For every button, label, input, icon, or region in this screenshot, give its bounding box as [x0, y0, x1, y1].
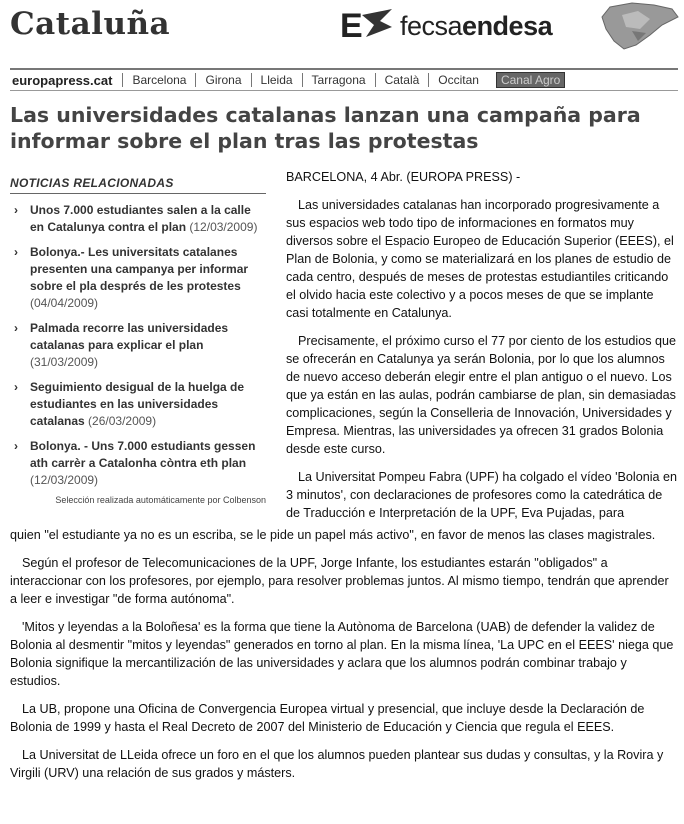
endesa-logo-icon	[340, 7, 394, 41]
article-paragraph-continuation: quien "el estudiante ya no es un escriba, se le pide un papel más activo", en favor de menos las clases magistrales.	[10, 528, 656, 542]
article-paragraph: Precisamente, el próximo curso el 77 por ciento de los estudios que se ofrecerán en Catalunya ya serán Bolonia, por lo que los alumnos de nuevo acceso deberán elegir entre el plan antiguo o el nuevo. Los que ya están en las aulas, podrán cambiarse de plan, sin demasiadas complicaciones, según la Conselleria de Innovación, Universidades y Empresa. Mientras, las universidades ya ofrecen 31 grados Bolonia desde este curso.	[286, 334, 677, 456]
related-news-item[interactable]	[10, 320, 266, 371]
chevron-right-icon: ›	[14, 380, 18, 394]
catalonia-map-icon	[592, 1, 682, 51]
related-news-date: (12/03/2009)	[30, 473, 99, 487]
related-news-date: (04/04/2009)	[30, 296, 99, 310]
nav-item-barcelona[interactable]: Barcelona	[122, 73, 195, 87]
nav-item-lleida[interactable]: Lleida	[251, 73, 302, 87]
related-news-date: (12/03/2009)	[189, 220, 258, 234]
nav-item-canal-agro[interactable]: Canal Agro	[496, 72, 565, 88]
related-news-item[interactable]	[10, 438, 266, 489]
related-news-link[interactable]: Unos 7.000 estudiantes salen a la calle en Catalunya contra el plan	[30, 203, 251, 234]
article-paragraph: Según el profesor de Telecomunicaciones de la UPF, Jorge Infante, los estudiantes estarán "obligados" a interaccionar con los profesores, por ejemplo, para resolver problemas juntos. Al mismo tiempo, tendrán que aprender a leer e investigar "de forma autónoma".	[10, 556, 669, 606]
article-paragraph: Las universidades catalanas han incorporado progresivamente a sus espacios web todo tipo de informaciones en formatos muy diversos sobre el Espacio Europeo de Educación Superior (EEES), el Plan de Bolonia, y como se materializará en los planes de estudio de cada centro, después de meses de protestas estudiantiles criticando el olvido hacia este colectivo y a pocos meses de que se implante casi totalmente en Catalunya.	[286, 198, 674, 320]
article-headline: Las universidades catalanas lanzan una campaña para informar sobre el plan tras las protestas	[10, 103, 641, 153]
related-news-title: NOTICIAS RELACIONADAS	[10, 176, 266, 194]
related-news-date: (26/03/2009)	[88, 414, 157, 428]
nav-item-tarragona[interactable]: Tarragona	[302, 73, 375, 87]
article-paragraph: La Universitat de LLeida ofrece un foro en el que los alumnos pueden plantear sus dudas y consultas, y la Rovira y Virgili (URV) una relación de sus grados y másters.	[10, 748, 664, 780]
related-news-item[interactable]	[10, 379, 266, 430]
chevron-right-icon: ›	[14, 203, 18, 217]
nav-item-girona[interactable]: Girona	[195, 73, 250, 87]
site-title[interactable]: Cataluña	[10, 6, 171, 42]
related-news-link[interactable]: Bolonya. - Uns 7.000 estudiants gessen ath carrèr a Catalonha còntra eth plan	[30, 439, 256, 470]
chevron-right-icon: ›	[14, 245, 18, 259]
nav-brand-link[interactable]: europapress.cat	[12, 72, 113, 88]
page-header	[0, 0, 684, 44]
related-news-link[interactable]: Bolonya.- Les universitats catalanes presenten una campanya per informar sobre el pla després de les protestes	[30, 245, 249, 293]
auto-selection-note: Selección realizada automáticamente por Colbenson	[55, 495, 266, 505]
article-paragraph: La Universitat Pompeu Fabra (UPF) ha colgado el vídeo 'Bolonia en 3 minutos', con declaraciones de profesores como la catedrática de de Traducción e Interpretación de la UPF, Eva Pujadas, para	[286, 470, 678, 520]
related-news-item[interactable]	[10, 202, 266, 236]
sponsor-banner[interactable]	[340, 3, 684, 47]
related-news-date: (31/03/2009)	[30, 355, 99, 369]
article-paragraph: La UB, propone una Oficina de Convergencia Europea virtual y presencial, que incluye desde la Declaración de Bolonia de 1999 y hasta el Real Decreto de 2007 del Ministerio de Educación y Ciencia que regula el EEES.	[10, 702, 645, 734]
svg-text:E: E	[340, 7, 363, 41]
article-dateline: BARCELONA, 4 Abr. (EUROPA PRESS) -	[286, 170, 521, 184]
nav-item-catala[interactable]: Català	[375, 73, 429, 87]
article-paragraph: 'Mitos y leyendas a la Boloñesa' es la forma que tiene la Autònoma de Barcelona (UAB) de defender la validez de Bolonia al desmentir "mitos y leyendas" generados en torno al plan. En la misma línea, 'La UPC en el EEES' niega que Bolonia signifique la mercantilización de las universidades y aclara que los alumnos podrán combinar trabajo y estudios.	[10, 620, 674, 688]
chevron-right-icon: ›	[14, 439, 18, 453]
chevron-right-icon: ›	[14, 321, 18, 335]
sponsor-name: fecsaendesa	[400, 11, 553, 41]
related-news-item[interactable]	[10, 244, 266, 312]
section-navbar	[10, 68, 678, 91]
nav-item-occitan[interactable]: Occitan	[428, 73, 488, 87]
related-news-link[interactable]: Seguimiento desigual de la huelga de estudiantes en las universidades catalanas	[30, 380, 245, 428]
related-news-box	[10, 176, 266, 505]
related-news-link[interactable]: Palmada recorre las universidades catalanas para explicar el plan	[30, 321, 229, 352]
